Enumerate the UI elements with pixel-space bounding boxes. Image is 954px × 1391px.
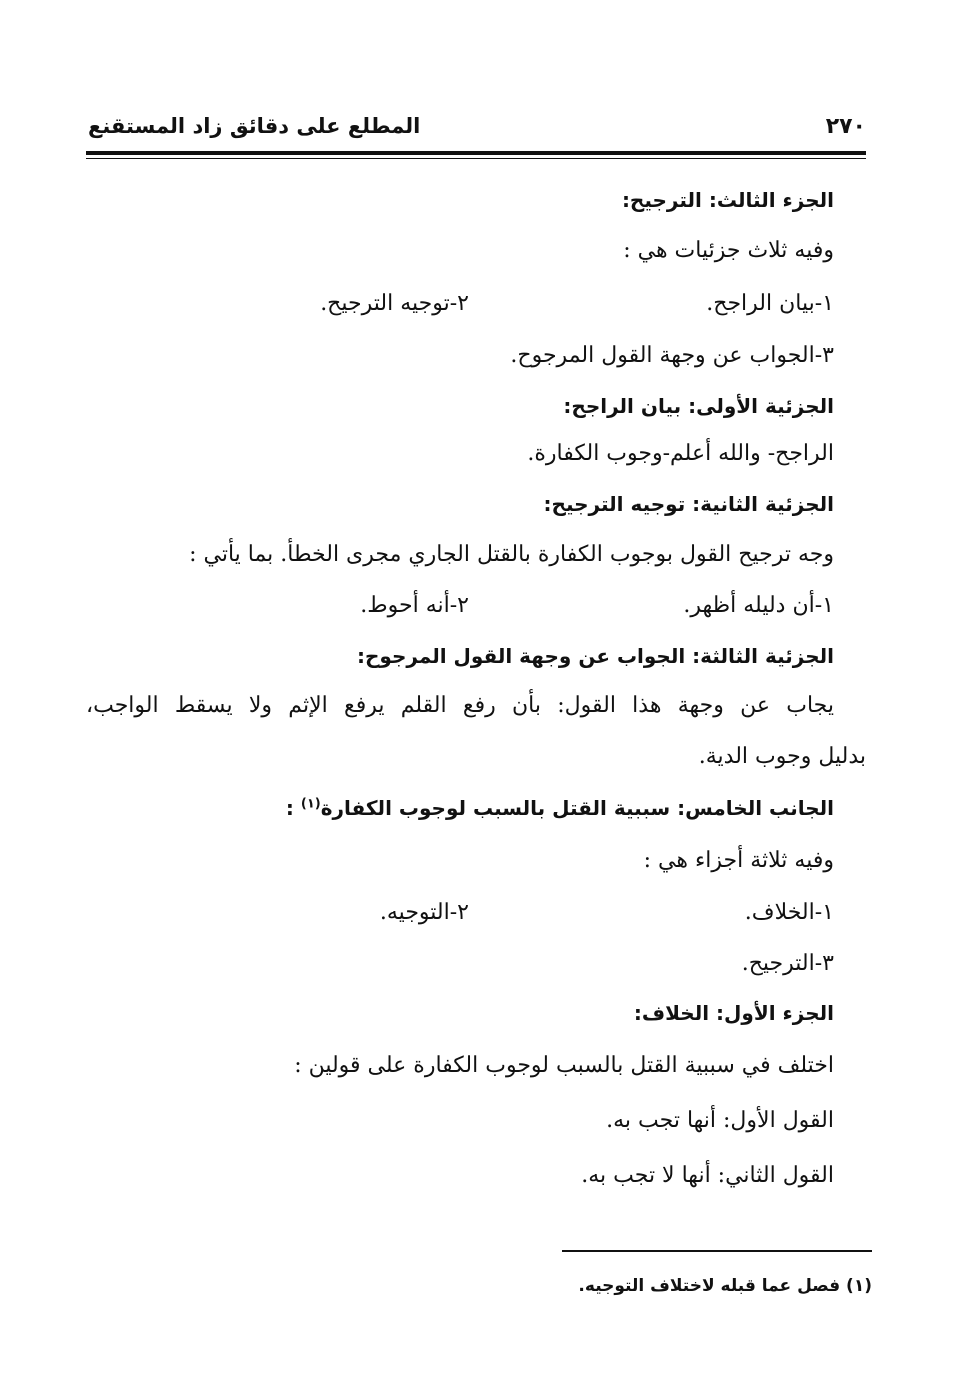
- heading-second-subpart: الجزئية الثانية: توجيه الترجيح:: [543, 492, 834, 516]
- item-tawjih-tarjih: ٢-توجيه الترجيح.: [320, 291, 469, 316]
- heading-first-subpart: الجزئية الأولى: بيان الراجح:: [563, 394, 834, 418]
- heading-fifth-aspect: [110, 792, 834, 824]
- item-bayan-rajih: ١-بيان الراجح.: [706, 291, 834, 316]
- header-rule-thin: [86, 158, 866, 159]
- item-jawab: ٣-الجواب عن وجهة القول المرجوح.: [510, 343, 834, 368]
- answer-line-1: يجاب عن وجهة هذا القول: بأن رفع القلم يرفع الإثم ولا يسقط الواجب،: [86, 693, 834, 718]
- page-number: ٢٧٠: [825, 114, 866, 139]
- page-header: [88, 112, 866, 148]
- qawl-1: القول الأول: أنها تجب به.: [606, 1108, 834, 1133]
- ajza-khilaf: ١-الخلاف.: [744, 900, 834, 925]
- heading-part3-tarjih: الجزء الثالث: الترجيح:: [621, 188, 834, 212]
- footnote-1: (١) فصل عما قبله لاختلاف التوجيه.: [578, 1276, 872, 1296]
- answer-line-2: بدليل وجوب الدية.: [698, 744, 866, 769]
- footnote-rule: [562, 1250, 872, 1252]
- tawjih-text: وجه ترجيح القول بوجوب الكفارة بالقتل الجاري مجرى الخطأ. بما يأتي :: [189, 542, 834, 567]
- qawl-2: القول الثاني: أنها لا تجب به.: [581, 1163, 834, 1188]
- khilaf-text: اختلف في سببية القتل بالسبب لوجوب الكفارة على قولين :: [294, 1053, 834, 1078]
- heading-part1-khilaf: الجزء الأول: الخلاف:: [633, 1001, 834, 1025]
- footnote-ref-1: (١): [300, 796, 321, 812]
- heading-third-subpart: الجزئية الثالثة: الجواب عن وجهة القول المرجوح:: [357, 644, 834, 668]
- intro-three-ajza: وفيه ثلاثة أجزاء هي :: [643, 848, 834, 873]
- heading-fifth-aspect-text: الجانب الخامس: سببية القتل بالسبب لوجوب الكفارة: [320, 796, 834, 820]
- heading-fifth-aspect-colon: :: [285, 796, 301, 820]
- intro-three-parts: وفيه ثلاث جزئيات هي :: [623, 238, 834, 263]
- reason-1: ١-أن دليله أظهر.: [683, 593, 834, 618]
- book-title: المطلع على دقائق زاد المستقنع: [88, 114, 421, 138]
- ajza-tarjih: ٣-الترجيح.: [741, 951, 834, 976]
- ajza-tawjih: ٢-التوجيه.: [379, 900, 469, 925]
- reason-2: ٢-أنه أحوط.: [360, 593, 469, 618]
- header-rule-thick: [86, 151, 866, 155]
- rajih-text: الراجح- والله أعلم-وجوب الكفارة.: [527, 441, 834, 466]
